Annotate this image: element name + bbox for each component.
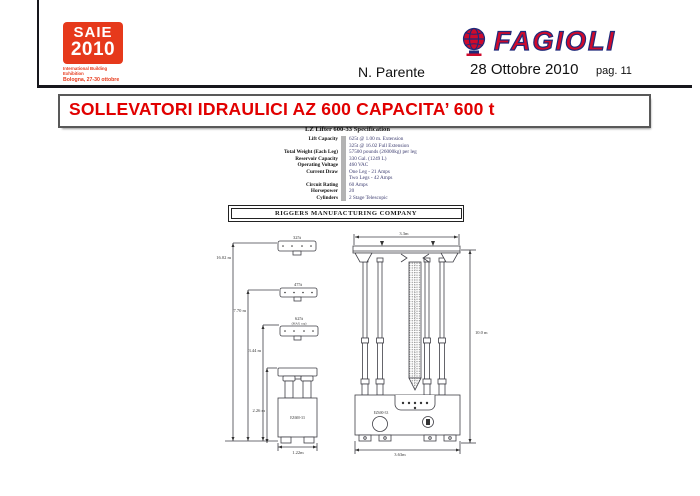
dim-full-extension: 16.02 m [216,255,231,260]
spec-row [240,195,455,202]
spec-value-line: 60 Amps [349,181,368,188]
beam-low-capacity-sublabel: (MAX cap) [291,321,307,326]
unit-model-label-side: EZ600-33 [290,416,305,420]
beam-section-mid [280,288,317,301]
dim-retracted-height: 2.26 m [252,408,265,413]
header-horizontal-rule [37,85,692,88]
saie-logo-subtitle [63,66,127,83]
dim-unit-base-width: 1.22m [292,450,304,455]
author-name: N. Parente [358,64,425,80]
spec-label: Lift Capacity [308,136,338,142]
saie-logo [63,22,133,83]
spec-value-line: 57500 pounds (26000kg) per leg [349,149,417,155]
technical-drawing [195,226,507,472]
saie-logo-text: SAIE [73,24,113,41]
saie-logo-year: 2010 [70,39,116,60]
fagioli-logo [460,26,616,57]
spec-value-line: 330 Gal. (1249 L) [349,155,387,162]
manufacturer-banner [228,205,464,222]
saie-sub-line1: International Building Exhibition [63,66,108,77]
spec-label: Operating Voltage [297,162,338,168]
spec-value-line: 325t @ 16.02 Full Extension [349,142,409,149]
spec-row [240,169,455,182]
unit-model-label-front: EZ600-33 [373,411,389,415]
globe-icon [460,27,488,57]
spec-label: Reservoir Capacity [295,155,338,162]
spec-value [349,169,455,182]
spec-value [349,195,455,202]
slide-title: SOLLEVATORI IDRAULICI AZ 600 CAPACITA’ 600 t [58,94,651,128]
spec-table-title: LZ Lifter 600-33 Specification [304,126,391,133]
spec-divider-bar [341,195,346,202]
spec-label: Circuit Rating [305,181,338,188]
spec-label: Current Draw [306,168,338,175]
fagioli-wordmark: FAGIOLI [494,26,616,56]
dim-mid-extension: 7.70 m [233,308,246,313]
spec-value-line: 625t @ 1.00 m. Extension [349,136,404,142]
spec-divider-bar [341,136,346,149]
beam-mid-capacity-label: 475t [293,282,303,287]
spec-value-line: 2 Stage Telescopic [349,194,388,201]
front-extended-view [353,234,476,454]
top-beam [353,241,460,262]
spec-value-line: 20 [349,188,355,194]
spec-value-line: Two Legs - 42 Amps [349,175,393,181]
beam-low-capacity-label: 625t [294,316,304,321]
spec-label: Horsepower [310,188,338,194]
spec-row [240,136,455,149]
base-unit [355,395,460,441]
saie-sub-line2: Bologna, 27-30 ottobre [63,76,120,83]
beam-section-top [278,241,316,255]
spec-value [349,136,455,149]
beam-section-low [280,326,318,340]
spec-divider-bar [341,169,346,182]
spec-value-line: 460 VAC [349,162,369,168]
dim-low-extension: 3.44 m [248,348,261,353]
retracted-unit-side-view [278,368,317,443]
spec-label: Cylinders [316,194,338,201]
dim-extended-height: 10.0 m [475,330,488,335]
page-number: pag. 11 [596,65,632,77]
dim-front-base-width: 3.63m [394,452,406,457]
saie-logo-box [63,22,123,64]
spec-value-line: One Leg - 21 Amps [349,168,390,175]
spec-table [240,126,455,201]
chain-column [409,262,421,390]
header-vertical-rule [37,0,39,86]
telescoping-cylinders [361,258,446,395]
manufacturer-banner-text: RIGGERS MANUFACTURING COMPANY [231,208,462,219]
beam-top-capacity-label: 325t [292,235,302,240]
dim-top-width: 3.3m [399,231,409,236]
slide-date: 28 Ottobre 2010 [470,61,579,78]
spec-label: Total Weight (Each Leg) [283,149,338,155]
